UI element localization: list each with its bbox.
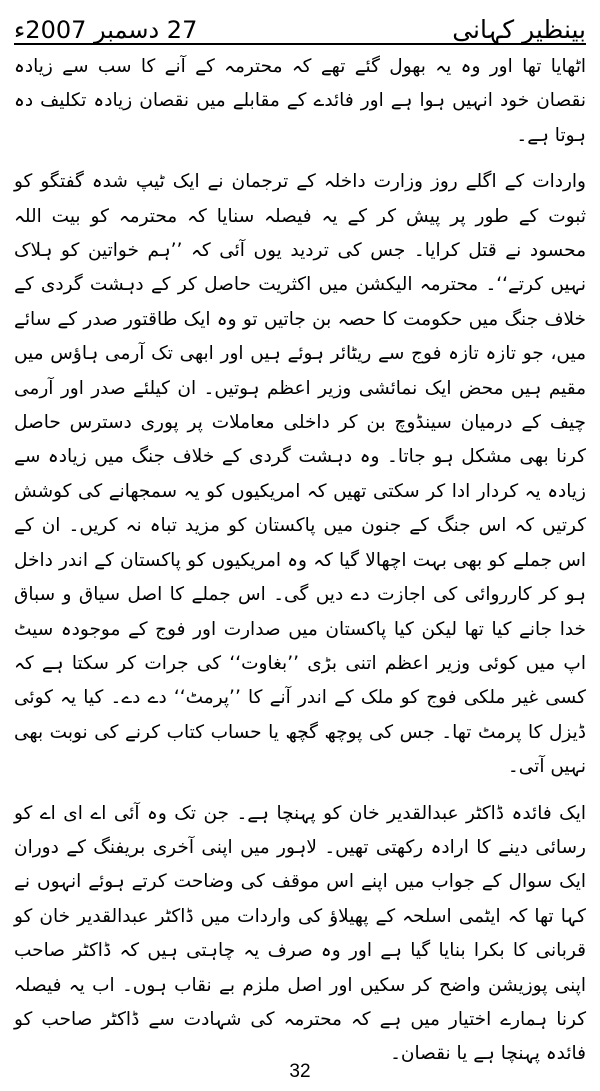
paragraph: ایک فائدہ ڈاکٹر عبدالقدیر خان کو پہنچا ہے۔ جن تک وہ آئی اے ای اے کو رسائی دینے کا ارادہ رکھتی تھیں۔ لاہور میں اپنی آخری بریفنگ کے دوران ایک سوال کے جواب میں اپنے اس موقف کی وضاحت کرتے ہوئے انہوں نے کہا تھا کہ ایٹمی اسلحہ کے پھیلاؤ کی واردات میں ڈاکٹر عبدالقدیر خان کو قربانی کا بکرا بنایا گیا ہے اور وہ صرف یہ چاہتی ہیں کہ ڈاکٹر صاحب اپنی پوزیشن واضح کر سکیں اور اصل ملزم بے نقاب ہوں۔ اب یہ فیصلہ کرنا ہمارے اختیار میں ہے کہ محترمہ کی شہادت سے ڈاکٹر صاحب کو فائدہ پہنچا ہے یا نقصان۔ <box>14 802 586 1065</box>
paragraph: اٹھایا تھا اور وہ یہ بھول گئے تھے کہ محترمہ کے آنے کا سب سے زیادہ نقصان خود انہیں ہوا ہے اور فائدے کے مقابلے میں نقصان زیادہ تکلیف دہ ہوتا ہے۔ <box>14 56 586 146</box>
article-body <box>14 50 586 1072</box>
paragraph: واردات کے اگلے روز وزارت داخلہ کے ترجمان نے ایک ٹیپ شدہ گفتگو کو ثبوت کے طور پر پیش کر کے یہ فیصلہ سنایا کہ محترمہ کو بیت اللہ محسود نے قتل کرایا۔ جس کی تردید یوں آئی کہ ’’ہم خواتین کو ہلاک نہیں کرتے‘‘۔ محترمہ الیکشن میں اکثریت حاصل کر کے دہشت گردی کے خلاف جنگ میں حکومت کا حصہ بن جاتیں تو وہ ایک طاقتور صدر کے سائے میں، جو تازہ تازہ فوج سے ریٹائر ہوئے ہیں اور ابھی تک آرمی ہاؤس میں مقیم ہیں محض ایک نمائشی وزیر اعظم ہوتیں۔ ان کیلئے صدر اور آرمی چیف کے درمیان سینڈوچ بن کر داخلی معاملات پر پوری دسترس حاصل کرنا بھی مشکل ہو جاتا۔ وہ دہشت گردی کے خلاف جنگ میں زیادہ سے زیادہ یہ کردار ادا کر سکتی تھیں کہ امریکیوں کو یہ سمجھانے کی کوشش کرتیں کہ اس جنگ کے جنون میں پاکستان کو مزید تباہ نہ کریں۔ ان کے اس جملے کو بھی بہت اچھالا گیا کہ وہ امریکیوں کو پاکستان کے اندر داخل ہو کر کارروائی کی اجازت دے دیں گی۔ اس جملے کا اصل سیاق و سباق خدا جانے کیا تھا لیکن کیا پاکستان میں صدارت اور فوج کے موجودہ سیٹ اپ میں کوئی وزیر اعظم اتنی بڑی ’’بغاوت‘‘ کی جرات کر سکتا ہے کہ کسی غیر ملکی فوج کو ملک کے اندر آنے کا ’’پرمٹ‘‘ دے دے۔ کیا یہ کوئی ڈیزل کا پرمٹ تھا۔ جس کی پوچھ گچھ یا حساب کتاب کرنے کی نوبت بھی نہیں آتی۔ <box>14 171 586 778</box>
header-date: 27 دسمبر 2007ء <box>14 16 198 44</box>
header-rule <box>14 43 586 45</box>
page-header <box>14 4 586 42</box>
header-title: بینظیر کہانی <box>452 15 586 44</box>
page-number: 32 <box>289 1061 311 1082</box>
